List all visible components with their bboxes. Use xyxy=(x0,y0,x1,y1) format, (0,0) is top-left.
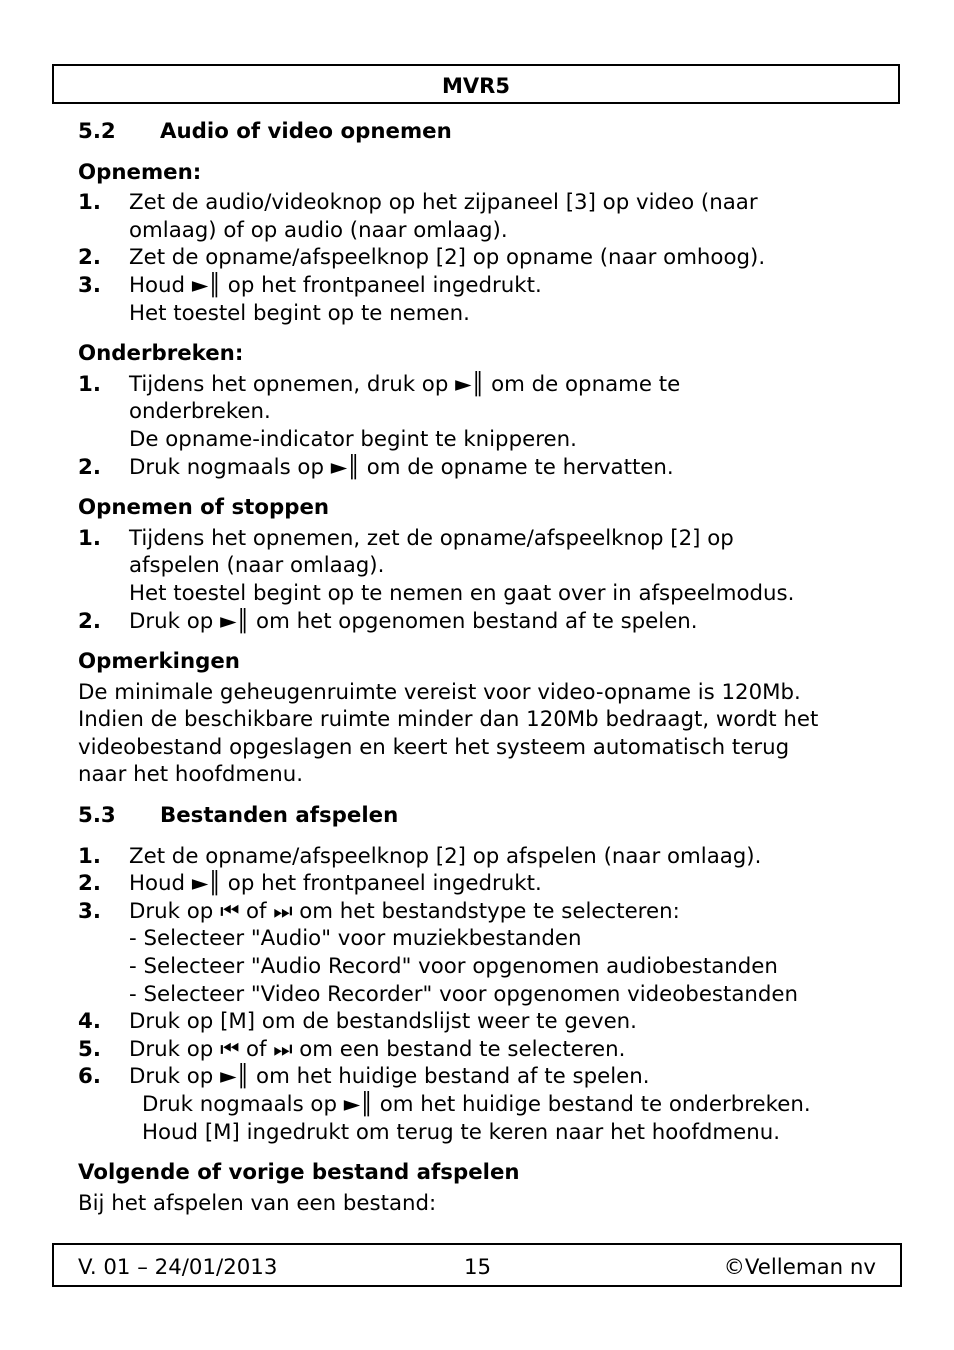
paragraph-line: videobestand opgeslagen en keert het systeem automatisch terug xyxy=(78,734,790,760)
footer-copyright: ©Velleman nv xyxy=(723,1255,876,1280)
item-subtext: Houd [M] ingedrukt om terug te keren naar het hoofdmenu. xyxy=(142,1119,780,1145)
list-number: 1. xyxy=(78,525,101,551)
list-number: 2. xyxy=(78,871,101,897)
list-opnemen xyxy=(78,189,898,327)
list-item xyxy=(78,525,898,608)
list-item xyxy=(78,244,898,272)
list-item xyxy=(78,1008,898,1036)
section-number: 5.3 xyxy=(78,803,116,829)
list-number: 4. xyxy=(78,1009,101,1035)
heading-opnemen-of-stoppen: Opnemen of stoppen xyxy=(78,495,330,521)
item-text: afspelen (naar omlaag). xyxy=(129,553,385,579)
item-subtext: - Selecteer "Video Recorder" voor opgenomen videobestanden xyxy=(129,981,799,1007)
item-text: Houd ►║ op het frontpaneel ingedrukt. xyxy=(129,871,542,897)
footer-version: V. 01 – 24/01/2013 xyxy=(78,1255,278,1280)
header-box xyxy=(52,64,900,104)
opmerkingen-paragraph xyxy=(78,679,898,789)
item-text: Het toestel begint op te nemen en gaat over in afspeelmodus. xyxy=(129,580,795,606)
list-item xyxy=(78,189,898,244)
item-text: Druk op ►║ om het huidige bestand af te spelen. xyxy=(129,1064,650,1090)
section-title-text: Audio of video opnemen xyxy=(160,119,452,144)
item-subtext: - Selecteer "Audio" voor muziekbestanden xyxy=(129,926,582,952)
item-text: Houd ►║ op het frontpaneel ingedrukt. xyxy=(129,272,542,298)
list-number: 1. xyxy=(78,190,101,216)
heading-volgende-vorige: Volgende of vorige bestand afspelen xyxy=(78,1160,520,1186)
page-title: MVR5 xyxy=(442,74,510,98)
paragraph-line: Indien de beschikbare ruimte minder dan 120Mb bedraagt, wordt het xyxy=(78,707,819,733)
heading-opnemen: Opnemen: xyxy=(78,159,202,185)
item-text: Tijdens het opnemen, druk op ►║ om de opname te xyxy=(129,371,681,397)
item-text: Druk op ⏮ of ⏭ om een bestand te selecteren. xyxy=(129,1036,626,1062)
list-number: 2. xyxy=(78,245,101,271)
list-afspelen xyxy=(78,843,898,1147)
list-number: 2. xyxy=(78,454,101,480)
list-number: 1. xyxy=(78,843,101,869)
footer xyxy=(52,1243,902,1287)
list-number: 5. xyxy=(78,1036,101,1062)
item-text: Tijdens het opnemen, zet de opname/afspeelknop [2] op xyxy=(129,525,734,551)
item-text: Zet de audio/videoknop op het zijpaneel [3] op video (naar xyxy=(129,190,758,216)
item-text: Druk op ►║ om het opgenomen bestand af te spelen. xyxy=(129,608,698,634)
list-item xyxy=(78,608,898,636)
heading-opmerkingen: Opmerkingen xyxy=(78,649,240,675)
list-number: 6. xyxy=(78,1064,101,1090)
paragraph-line: naar het hoofdmenu. xyxy=(78,762,304,788)
list-number: 1. xyxy=(78,371,101,397)
list-item xyxy=(78,843,898,871)
list-number: 3. xyxy=(78,898,101,924)
heading-onderbreken: Onderbreken: xyxy=(78,341,244,367)
paragraph-line: De minimale geheugenruimte vereist voor video-opname is 120Mb. xyxy=(78,679,801,705)
list-number: 3. xyxy=(78,272,101,298)
item-text: onderbreken. xyxy=(129,399,271,425)
item-text: omlaag) of op audio (naar omlaag). xyxy=(129,217,508,243)
list-item xyxy=(78,870,898,898)
list-item xyxy=(78,371,898,454)
list-item xyxy=(78,454,898,482)
list-onderbreken xyxy=(78,371,898,481)
item-text: Zet de opname/afspeelknop [2] op afspelen (naar omlaag). xyxy=(129,843,762,869)
list-item xyxy=(78,272,898,327)
list-item xyxy=(78,1036,898,1064)
main-content xyxy=(78,116,898,1217)
list-item xyxy=(78,898,898,1008)
section-number: 5.2 xyxy=(78,119,116,144)
item-text: Het toestel begint op te nemen. xyxy=(129,300,470,326)
section-title-text: Bestanden afspelen xyxy=(160,803,399,829)
item-text: Druk op [M] om de bestandslijst weer te geven. xyxy=(129,1009,637,1035)
item-text: Zet de opname/afspeelknop [2] op opname (naar omhoog). xyxy=(129,245,766,271)
list-item xyxy=(78,1063,898,1146)
item-subtext: - Selecteer "Audio Record" voor opgenomen audiobestanden xyxy=(129,954,778,980)
page-number: 15 xyxy=(464,1255,492,1280)
section-5-3-title xyxy=(78,802,898,830)
item-text: De opname-indicator begint te knipperen. xyxy=(129,426,577,452)
section-5-2-title xyxy=(78,118,898,146)
item-text: Druk op ⏮ of ⏭ om het bestandstype te selecteren: xyxy=(129,898,680,924)
list-number: 2. xyxy=(78,608,101,634)
item-text: Druk nogmaals op ►║ om de opname te hervatten. xyxy=(129,454,674,480)
item-subtext: Druk nogmaals op ►║ om het huidige bestand te onderbreken. xyxy=(142,1092,811,1117)
volgende-text: Bij het afspelen van een bestand: xyxy=(78,1190,437,1216)
list-stoppen xyxy=(78,525,898,635)
